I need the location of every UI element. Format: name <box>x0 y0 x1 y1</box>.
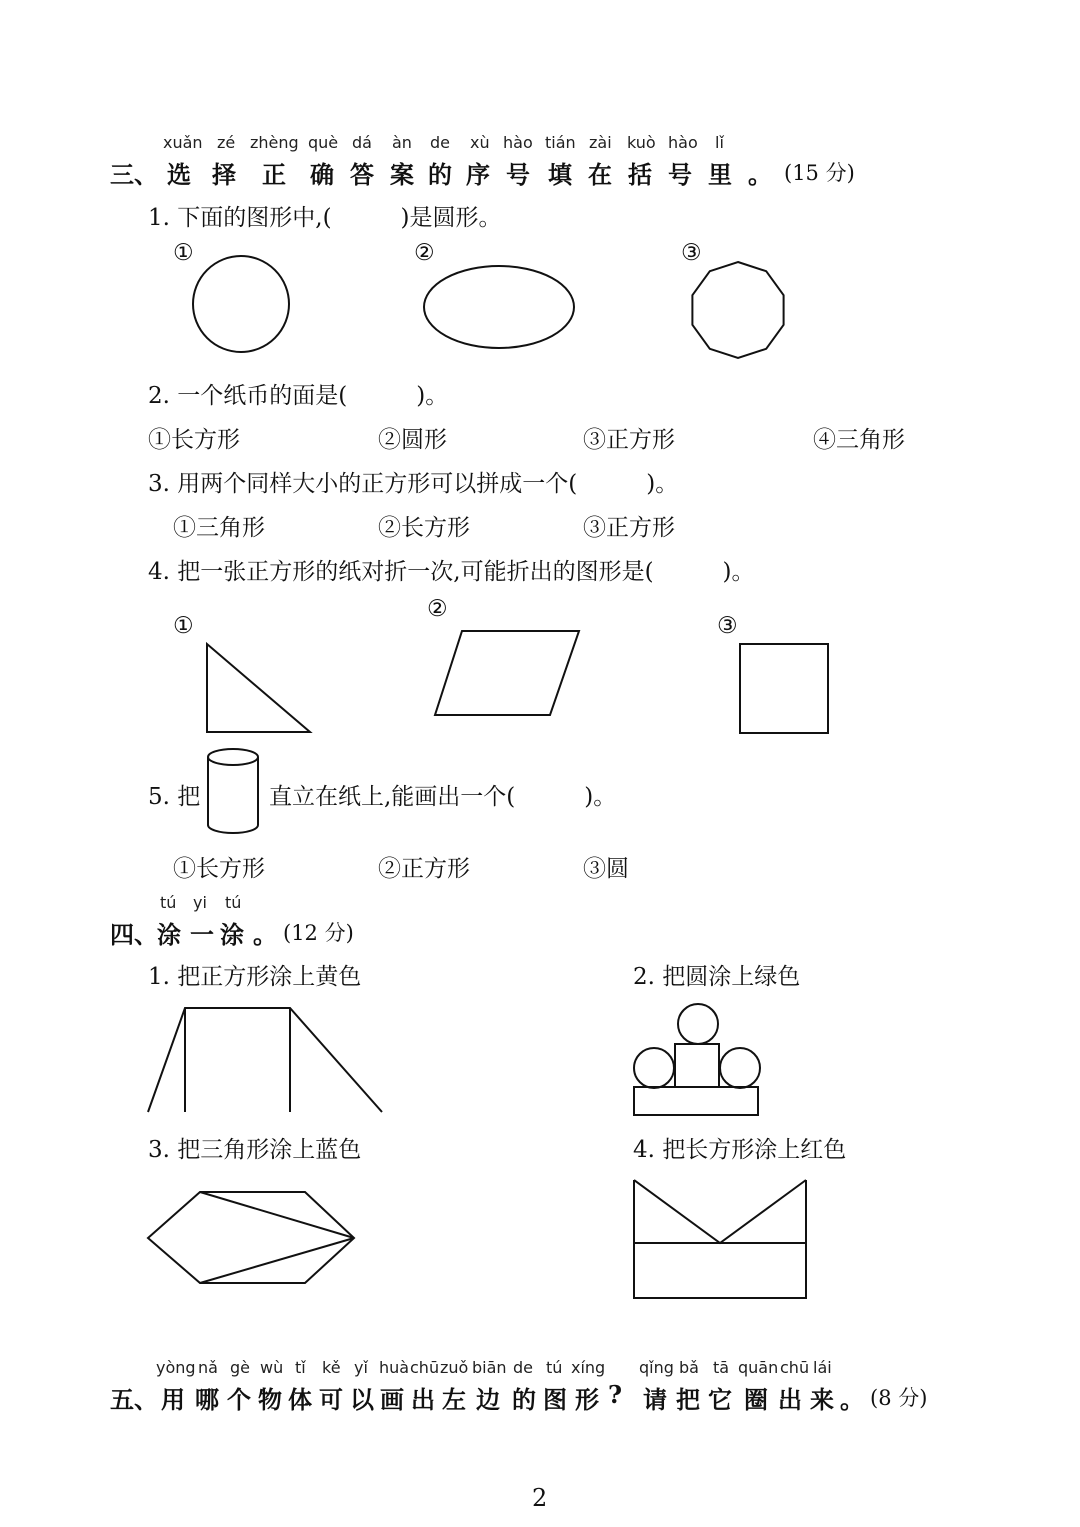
heading-char: 确 <box>310 160 334 189</box>
heading-char: 画 <box>380 1385 404 1414</box>
pinyin: xíng <box>571 1358 606 1377</box>
pinyin: tú <box>546 1358 563 1377</box>
ellipse-figure <box>420 260 580 355</box>
pinyin: yòng <box>156 1358 196 1377</box>
option: ①长方形 <box>148 427 240 453</box>
pinyin: lǐ <box>715 133 724 152</box>
pinyin: zuǒ <box>440 1358 469 1377</box>
pinyin: tú <box>225 893 242 912</box>
option: ④三角形 <box>813 427 905 453</box>
pinyin: quān <box>738 1358 779 1377</box>
pinyin: àn <box>392 133 412 152</box>
pinyin: zài <box>589 133 612 152</box>
pinyin: chū <box>780 1358 810 1377</box>
right-triangle-figure <box>200 640 315 738</box>
option: ①长方形 <box>173 856 265 882</box>
paint-item-4: 4. 把长方形涂上红色 <box>633 1137 847 1163</box>
heading-char: 以 <box>350 1385 374 1414</box>
heading-char: 出 <box>411 1385 435 1414</box>
heading-char: 序 <box>466 160 490 189</box>
heading-char: 形 <box>575 1385 599 1414</box>
pinyin: bǎ <box>679 1358 699 1377</box>
heading-char: 。 <box>253 920 277 949</box>
pinyin: nǎ <box>198 1358 218 1377</box>
circle-figure <box>180 250 300 360</box>
question-2: 2. 一个纸币的面是( )。 <box>148 383 449 409</box>
pinyin: biān <box>472 1358 507 1377</box>
question-3: 3. 用两个同样大小的正方形可以拼成一个( )。 <box>148 471 679 497</box>
pinyin: chū <box>410 1358 440 1377</box>
heading-char: 的 <box>428 160 452 189</box>
pinyin: kě <box>322 1358 341 1377</box>
heading-char: 涂 <box>220 920 244 949</box>
pinyin: dá <box>352 133 372 152</box>
pinyin: de <box>513 1358 533 1377</box>
cylinder-figure <box>202 745 266 837</box>
square-trapezoid-figure <box>140 1000 390 1118</box>
heading-char: 哪 <box>195 1385 219 1414</box>
heading-char: 边 <box>476 1385 500 1414</box>
heading-char: 把 <box>676 1385 700 1414</box>
heading-char: ? <box>608 1380 623 1409</box>
heading-char: 请 <box>643 1385 667 1414</box>
heading-char: 号 <box>506 160 530 189</box>
pinyin: huà <box>379 1358 410 1377</box>
pinyin: què <box>308 133 339 152</box>
question-1: 1. 下面的图形中,( )是圆形。 <box>148 205 502 231</box>
heading-char: 的 <box>512 1385 536 1414</box>
option-label: ③ <box>681 240 702 266</box>
heading-char: 里 <box>708 160 732 189</box>
heading-char: 五、 <box>110 1385 158 1414</box>
option: ②正方形 <box>378 856 470 882</box>
heading-char: 答 <box>350 160 374 189</box>
heading-char: 图 <box>543 1385 567 1414</box>
heading-char: 。 <box>840 1385 864 1414</box>
heading-char: 号 <box>668 160 692 189</box>
pinyin: yi <box>193 893 207 912</box>
heading-char: 三、 <box>110 160 158 189</box>
heading-char: 体 <box>288 1385 312 1414</box>
pinyin: wù <box>260 1358 284 1377</box>
heading-char: 正 <box>262 160 286 189</box>
heading-char: 左 <box>442 1385 466 1414</box>
pinyin: zhèng <box>250 133 299 152</box>
heading-char: 来 <box>810 1385 834 1414</box>
option: ②圆形 <box>378 427 447 453</box>
heading-char: 出 <box>778 1385 802 1414</box>
heading-char: 一 <box>190 920 214 949</box>
section-points: (15 分) <box>784 161 855 185</box>
option: ③正方形 <box>583 427 675 453</box>
pinyin: qǐng <box>639 1358 674 1377</box>
heading-char: 它 <box>708 1385 732 1414</box>
pinyin: tā <box>713 1358 730 1377</box>
rectangles-triangles-figure <box>628 1172 813 1304</box>
heading-char: 案 <box>390 160 414 189</box>
pinyin: tián <box>545 133 576 152</box>
heading-char: 涂 <box>157 920 181 949</box>
pinyin: tǐ <box>295 1358 306 1377</box>
pinyin: lái <box>813 1358 832 1377</box>
paint-item-2: 2. 把圆涂上绿色 <box>633 964 801 990</box>
question-5-prefix: 5. 把 <box>148 784 201 810</box>
option: ①三角形 <box>173 515 265 541</box>
option: ③圆 <box>583 856 629 882</box>
heading-char: 。 <box>748 160 772 189</box>
heading-char: 在 <box>588 160 612 189</box>
pinyin: hào <box>668 133 698 152</box>
heading-char: 择 <box>212 160 236 189</box>
heading-char: 圈 <box>744 1385 768 1414</box>
option-label: ② <box>414 240 435 266</box>
pinyin: xù <box>470 133 490 152</box>
circles-blocks-figure <box>628 998 766 1120</box>
pinyin: zé <box>217 133 236 152</box>
heading-char: 个 <box>227 1385 251 1414</box>
hexagon-triangles-figure <box>140 1185 360 1290</box>
pinyin: kuò <box>627 133 656 152</box>
pinyin: xuǎn <box>163 133 203 152</box>
question-4: 4. 把一张正方形的纸对折一次,可能折出的图形是( )。 <box>148 559 755 585</box>
section-points: (12 分) <box>283 921 354 945</box>
section-points: (8 分) <box>870 1386 928 1410</box>
heading-char: 选 <box>167 160 191 189</box>
pinyin: gè <box>230 1358 250 1377</box>
paint-item-1: 1. 把正方形涂上黄色 <box>148 964 362 990</box>
heading-char: 物 <box>258 1385 282 1414</box>
page-number: 2 <box>532 1484 548 1512</box>
pinyin: tú <box>160 893 177 912</box>
pinyin: hào <box>503 133 533 152</box>
decagon-figure <box>686 258 790 362</box>
option-label: ③ <box>717 613 738 639</box>
question-5-text: 直立在纸上,能画出一个( )。 <box>269 784 617 810</box>
pinyin: de <box>430 133 450 152</box>
option: ③正方形 <box>583 515 675 541</box>
heading-char: 填 <box>548 160 572 189</box>
heading-char: 可 <box>319 1385 343 1414</box>
pinyin: yǐ <box>354 1358 368 1377</box>
heading-char: 用 <box>161 1385 185 1414</box>
option: ②长方形 <box>378 515 470 541</box>
heading-char: 括 <box>628 160 652 189</box>
square-figure <box>735 640 833 738</box>
heading-char: 四、 <box>110 920 158 949</box>
option-label: ① <box>173 613 194 639</box>
option-label: ① <box>173 240 194 266</box>
option-label: ② <box>427 596 448 622</box>
parallelogram-figure <box>430 626 585 721</box>
paint-item-3: 3. 把三角形涂上蓝色 <box>148 1137 362 1163</box>
